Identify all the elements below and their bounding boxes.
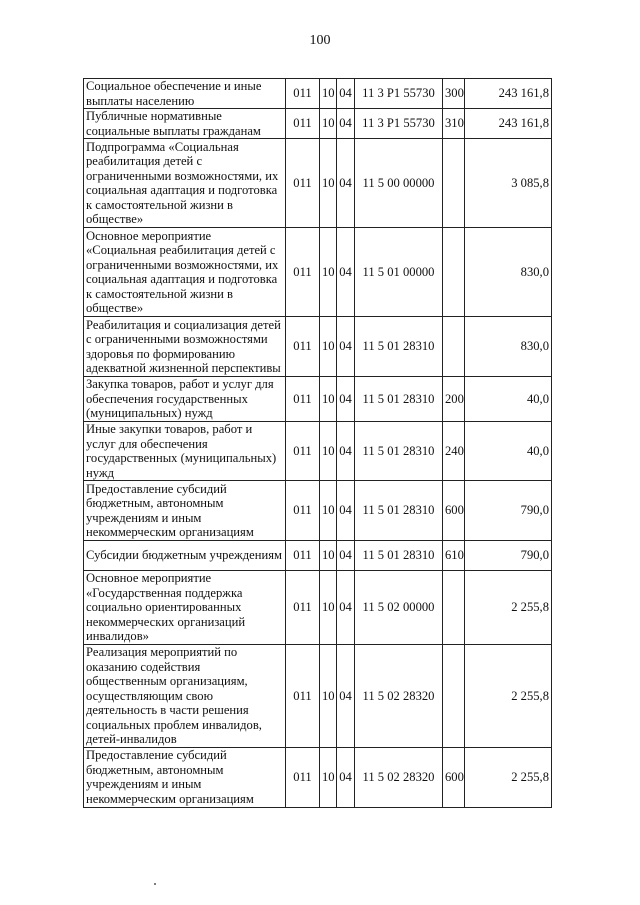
table-row — [84, 79, 552, 109]
row-csr: 11 5 01 28310 — [355, 377, 443, 422]
row-ved: 011 — [286, 481, 320, 541]
row-ved: 011 — [286, 139, 320, 228]
row-csr: 11 5 01 28310 — [355, 541, 443, 571]
row-ved: 011 — [286, 317, 320, 377]
row-rz: 10 — [320, 228, 337, 317]
row-vr: 240 — [443, 422, 465, 481]
row-sum: 2 255,8 — [465, 645, 552, 748]
row-rz: 10 — [320, 645, 337, 748]
table-row — [84, 377, 552, 422]
table-row — [84, 645, 552, 748]
row-pr: 04 — [337, 571, 355, 645]
row-csr: 11 5 01 28310 — [355, 422, 443, 481]
row-rz: 10 — [320, 377, 337, 422]
table-row — [84, 109, 552, 139]
row-rz: 10 — [320, 139, 337, 228]
row-rz: 10 — [320, 422, 337, 481]
row-pr: 04 — [337, 747, 355, 807]
row-vr — [443, 228, 465, 317]
row-sum: 2 255,8 — [465, 747, 552, 807]
row-name: Субсидии бюджетным учреждениям — [84, 541, 286, 571]
row-pr: 04 — [337, 79, 355, 109]
row-pr: 04 — [337, 481, 355, 541]
row-sum: 243 161,8 — [465, 109, 552, 139]
row-csr: 11 5 02 00000 — [355, 571, 443, 645]
row-csr: 11 5 02 28320 — [355, 645, 443, 748]
table-row — [84, 571, 552, 645]
row-ved: 011 — [286, 377, 320, 422]
row-name: Реализация мероприятий по оказанию содействия общественным организациям, осуществляющим свою деятельность в части решения социальных проблем инвалидов, детей-инвалидов — [84, 645, 286, 748]
row-name: Предоставление субсидий бюджетным, автономным учреждениям и иным некоммерческим организациям — [84, 747, 286, 807]
table-row — [84, 481, 552, 541]
row-vr: 600 — [443, 747, 465, 807]
row-name: Реабилитация и социализация детей с ограниченными возможностями здоровья по формированию адекватной жизненной перспективы — [84, 317, 286, 377]
row-vr — [443, 317, 465, 377]
row-rz: 10 — [320, 481, 337, 541]
row-csr: 11 5 00 00000 — [355, 139, 443, 228]
row-sum: 243 161,8 — [465, 79, 552, 109]
row-pr: 04 — [337, 422, 355, 481]
row-ved: 011 — [286, 645, 320, 748]
row-pr: 04 — [337, 109, 355, 139]
row-rz: 10 — [320, 109, 337, 139]
row-ved: 011 — [286, 747, 320, 807]
row-sum: 790,0 — [465, 481, 552, 541]
row-ved: 011 — [286, 79, 320, 109]
row-rz: 10 — [320, 79, 337, 109]
row-rz: 10 — [320, 747, 337, 807]
row-sum: 790,0 — [465, 541, 552, 571]
scan-speck — [154, 883, 156, 885]
row-pr: 04 — [337, 377, 355, 422]
row-pr: 04 — [337, 139, 355, 228]
row-name: Подпрограмма «Социальная реабилитация детей с ограниченными возможностями, их социальная адаптация и подготовка к самостоятельной жизни в обществе» — [84, 139, 286, 228]
row-rz: 10 — [320, 317, 337, 377]
row-ved: 011 — [286, 571, 320, 645]
row-vr — [443, 645, 465, 748]
table-row — [84, 228, 552, 317]
row-sum: 830,0 — [465, 317, 552, 377]
table-row — [84, 139, 552, 228]
budget-table — [83, 78, 552, 808]
row-vr: 200 — [443, 377, 465, 422]
row-csr: 11 3 P1 55730 — [355, 79, 443, 109]
row-ved: 011 — [286, 109, 320, 139]
row-name: Предоставление субсидий бюджетным, автономным учреждениям и иным некоммерческим организациям — [84, 481, 286, 541]
row-vr — [443, 139, 465, 228]
row-pr: 04 — [337, 317, 355, 377]
row-pr: 04 — [337, 645, 355, 748]
row-csr: 11 5 02 28320 — [355, 747, 443, 807]
row-sum: 40,0 — [465, 377, 552, 422]
row-vr: 310 — [443, 109, 465, 139]
row-rz: 10 — [320, 571, 337, 645]
row-csr: 11 5 01 28310 — [355, 317, 443, 377]
table-row — [84, 317, 552, 377]
row-rz: 10 — [320, 541, 337, 571]
table-row — [84, 747, 552, 807]
row-vr: 610 — [443, 541, 465, 571]
table-row — [84, 422, 552, 481]
row-ved: 011 — [286, 422, 320, 481]
row-pr: 04 — [337, 541, 355, 571]
row-name: Основное мероприятие «Социальная реабилитация детей с ограниченными возможностями, их социальная адаптация и подготовка к самостоятельной жизни в обществе» — [84, 228, 286, 317]
row-ved: 011 — [286, 541, 320, 571]
row-sum: 830,0 — [465, 228, 552, 317]
row-vr: 600 — [443, 481, 465, 541]
row-vr — [443, 571, 465, 645]
row-ved: 011 — [286, 228, 320, 317]
row-csr: 11 5 01 00000 — [355, 228, 443, 317]
row-name: Основное мероприятие «Государственная поддержка социально ориентированных некоммерческих организаций инвалидов» — [84, 571, 286, 645]
row-name: Закупка товаров, работ и услуг для обеспечения государственных (муниципальных) нужд — [84, 377, 286, 422]
row-csr: 11 5 01 28310 — [355, 481, 443, 541]
row-vr: 300 — [443, 79, 465, 109]
row-sum: 40,0 — [465, 422, 552, 481]
row-name: Публичные нормативные социальные выплаты гражданам — [84, 109, 286, 139]
row-csr: 11 3 P1 55730 — [355, 109, 443, 139]
row-name: Социальное обеспечение и иные выплаты населению — [84, 79, 286, 109]
row-sum: 2 255,8 — [465, 571, 552, 645]
table-row — [84, 541, 552, 571]
row-name: Иные закупки товаров, работ и услуг для обеспечения государственных (муниципальных) нужд — [84, 422, 286, 481]
row-sum: 3 085,8 — [465, 139, 552, 228]
row-pr: 04 — [337, 228, 355, 317]
page-number: 100 — [309, 33, 331, 48]
